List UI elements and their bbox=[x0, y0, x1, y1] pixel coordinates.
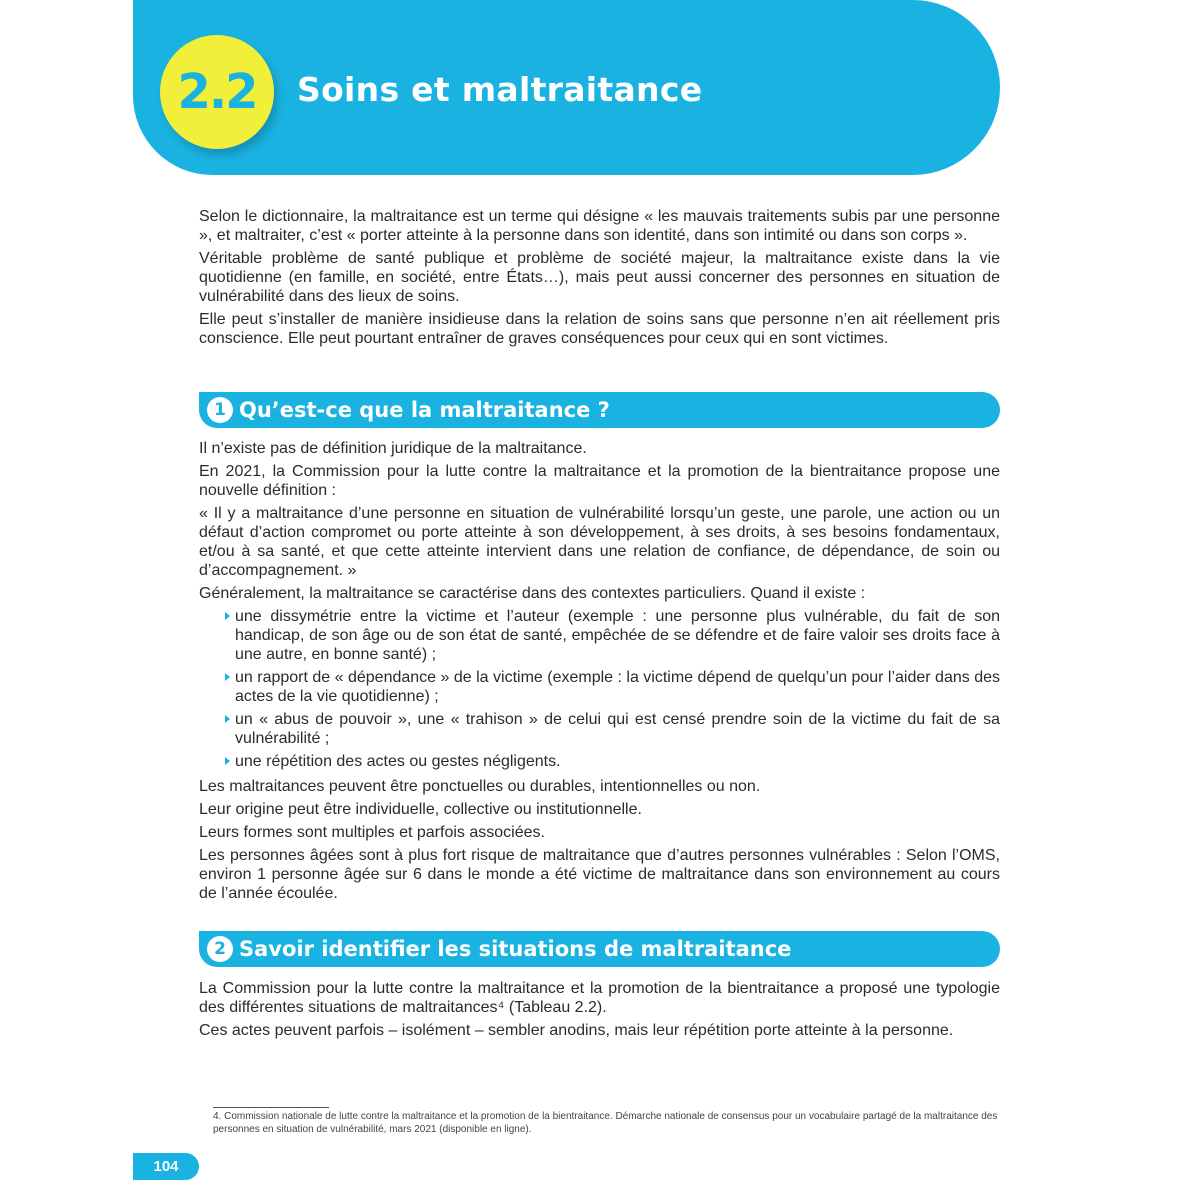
list-item-text: une dissymétrie entre la victime et l’auteur (exemple : une personne plus vulnérable, du fait de son handicap, de son âge ou de son état de santé, empêchée de se défendre et de faire valoir ses droits face à une autre, en bonne santé) ; bbox=[235, 608, 1000, 663]
body-paragraph: Les maltraitances peuvent être ponctuelles ou durables, intentionnelles ou non. bbox=[199, 778, 761, 795]
body-paragraph: Leur origine peut être individuelle, collective ou institutionnelle. bbox=[199, 801, 642, 818]
list-item bbox=[235, 710, 1000, 748]
page-number: 104 bbox=[133, 1153, 199, 1180]
footnote: 4. Commission nationale de lutte contre la maltraitance et la promotion de la bientraitance. Démarche nationale de consensus pour un vocabulaire partagé de la maltraitance des personnes en situation de vulnérabilité, mars 2021 (disponible en ligne). bbox=[213, 1111, 998, 1135]
body-paragraph: Les personnes âgées sont à plus fort risque de maltraitance que d’autres personnes vulnérables : Selon l’OMS, environ 1 personne âgée sur 6 dans le monde a été victime de maltraitance dans son environnement au cours de l’année écoulée. bbox=[199, 847, 1000, 902]
body-paragraph: Ces actes peuvent parfois – isolément – sembler anodins, mais leur répétition porte atteinte à la personne. bbox=[199, 1022, 954, 1039]
chapter-number: 2.2 bbox=[177, 64, 257, 120]
context-list bbox=[199, 607, 1000, 771]
section-2-body bbox=[199, 979, 1000, 1044]
section-2-number: 2 bbox=[207, 936, 233, 962]
section-2-title: Savoir identifier les situations de maltraitance bbox=[239, 937, 792, 961]
list-item bbox=[235, 607, 1000, 664]
list-item bbox=[235, 752, 1000, 771]
body-paragraph: Leurs formes sont multiples et parfois associées. bbox=[199, 824, 545, 841]
body-paragraph: Généralement, la maltraitance se caractérise dans des contextes particuliers. Quand il existe : bbox=[199, 585, 866, 602]
section-2-heading bbox=[199, 931, 1000, 967]
body-paragraph: La Commission pour la lutte contre la maltraitance et la promotion de la bientraitance a proposé une typologie des différentes situations de maltraitances⁴ (Tableau 2.2). bbox=[199, 980, 1000, 1016]
chapter-title: Soins et maltraitance bbox=[297, 70, 703, 109]
intro-text bbox=[199, 207, 1000, 352]
intro-paragraph: Elle peut s’installer de manière insidieuse dans la relation de soins sans que personne n’en ait réellement pris conscience. Elle peut pourtant entraîner de graves conséquences pour ceux qui en sont victimes. bbox=[199, 311, 1000, 347]
definition-quote: « Il y a maltraitance d’une personne en situation de vulnérabilité lorsqu’un geste, une parole, une action ou un défaut d’action compromet ou porte atteinte à son développement, à ses droits, à ses besoins fondamentaux, et/ou à sa santé, et que cette atteinte intervient dans une relation de confiance, de dépendance, de soin ou d’accompagnement. » bbox=[199, 505, 1000, 579]
section-1-heading bbox=[199, 392, 1000, 428]
list-item-text: un « abus de pouvoir », une « trahison » de celui qui est censé prendre soin de la victime du fait de sa vulnérabilité ; bbox=[235, 711, 1000, 747]
section-1-number: 1 bbox=[207, 397, 233, 423]
list-item-text: une répétition des actes ou gestes négligents. bbox=[235, 753, 561, 770]
section-1-title: Qu’est-ce que la maltraitance ? bbox=[239, 398, 610, 422]
footnote-divider bbox=[213, 1107, 329, 1108]
bullet-arrow-icon bbox=[225, 612, 230, 620]
list-item-text: un rapport de « dépendance » de la victime (exemple : la victime dépend de quelqu’un pour l’aider dans des actes de la vie quotidienne) ; bbox=[235, 669, 1000, 705]
bullet-arrow-icon bbox=[225, 715, 230, 723]
bullet-arrow-icon bbox=[225, 673, 230, 681]
intro-paragraph: Selon le dictionnaire, la maltraitance est un terme qui désigne « les mauvais traitements subis par une personne », et maltraiter, c’est « porter atteinte à la personne dans son identité, dans son intimité ou dans son corps ». bbox=[199, 208, 1000, 244]
list-item bbox=[235, 668, 1000, 706]
body-paragraph: Il n’existe pas de définition juridique de la maltraitance. bbox=[199, 440, 587, 457]
body-paragraph: En 2021, la Commission pour la lutte contre la maltraitance et la promotion de la bientraitance propose une nouvelle définition : bbox=[199, 463, 1000, 499]
section-1-body bbox=[199, 439, 1000, 907]
chapter-number-badge bbox=[160, 35, 274, 149]
intro-paragraph: Véritable problème de santé publique et problème de société majeur, la maltraitance existe dans la vie quotidienne (en famille, en société, entre États…), mais peut aussi concerner des personnes en situation de vulnérabilité dans des lieux de soins. bbox=[199, 250, 1000, 305]
bullet-arrow-icon bbox=[225, 757, 230, 765]
